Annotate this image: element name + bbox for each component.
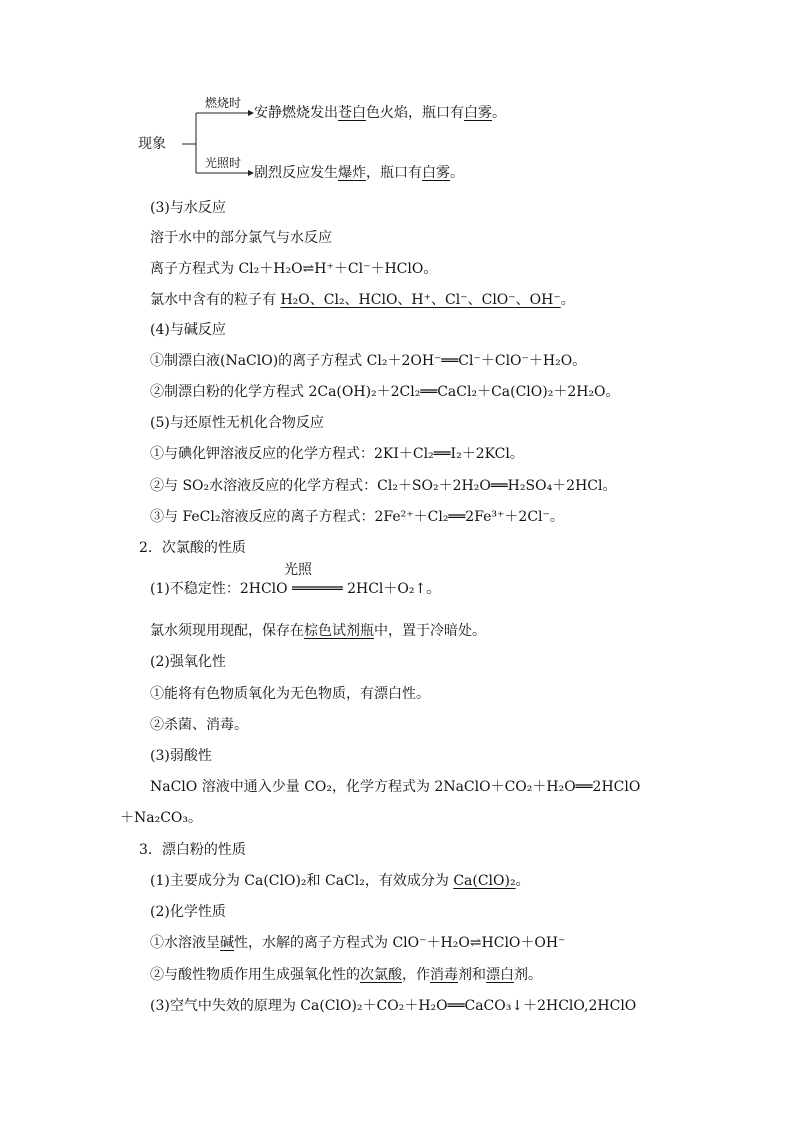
- equation-line: NaClO 溶液中通入少量 CO₂，化学方程式为 2NaClO＋CO₂＋H₂O══2HClO: [150, 779, 641, 795]
- heading-reducing-reaction: (5)与还原性无机化合物反应: [150, 415, 324, 431]
- text-line: 氯水须现用现配，保存在棕色试剂瓶中，置于冷暗处。: [150, 623, 486, 639]
- heading-chemical-properties: (2)化学性质: [150, 904, 226, 920]
- text-line: 溶于水中的部分氯气与水反应: [150, 230, 332, 246]
- equation-line: ①水溶液呈碱性，水解的离子方程式为 ClO⁻＋H₂O⇌HClO＋OH⁻: [150, 935, 566, 951]
- equation-line: ③与 FeCl₂溶液反应的离子方程式：2Fe²⁺＋Cl₂══2Fe³⁺＋2Cl⁻。: [150, 509, 564, 525]
- heading-base-reaction: (4)与碱反应: [150, 322, 226, 338]
- text-line: ①能将有色物质氧化为无色物质，有漂白性。: [150, 686, 430, 702]
- equation-line: (3)空气中失效的原理为 Ca(ClO)₂＋CO₂＋H₂O══CaCO₃↓＋2HClO,2HClO: [150, 998, 637, 1014]
- equation-line: ①与碘化钾溶液反应的化学方程式：2KI＋Cl₂══I₂＋2KCl。: [150, 446, 524, 462]
- heading-water-reaction: (3)与水反应: [150, 200, 226, 216]
- section-heading: 3．漂白粉的性质: [139, 842, 246, 858]
- section-heading: 2．次氯酸的性质: [139, 540, 246, 556]
- equation-line: ②与 SO₂水溶液反应的化学方程式：Cl₂＋SO₂＋2H₂O══H₂SO₄＋2HCl。: [150, 478, 617, 494]
- reaction-condition: 光照: [284, 562, 312, 578]
- equation-line: ②制漂白粉的化学方程式 2Ca(OH)₂＋2Cl₂══CaCl₂＋Ca(ClO)₂＋2H₂O。: [150, 384, 620, 400]
- top-result: 安静燃烧发出苍白色火焰，瓶口有白雾。: [254, 105, 506, 121]
- equation-line: ①制漂白液(NaClO)的离子方程式 Cl₂＋2OH⁻══Cl⁻＋ClO⁻＋H₂O。: [150, 353, 587, 369]
- equation-line: 离子方程式为 Cl₂＋H₂O⇌H⁺＋Cl⁻＋HClO。: [150, 261, 438, 277]
- text-line: ②与酸性物质作用生成强氧化性的次氯酸，作消毒剂和漂白剂。: [150, 967, 542, 983]
- equation-line: (1)不稳定性：2HClO ══════ 2HCl＋O₂↑。: [150, 581, 441, 597]
- bottom-condition: 光照时: [205, 156, 242, 170]
- equation-continuation: ＋Na₂CO₃。: [120, 810, 203, 826]
- bottom-result: 剧烈反应发生爆炸，瓶口有白雾。: [254, 165, 464, 181]
- text-line: (1)主要成分为 Ca(ClO)₂和 CaCl₂，有效成分为 Ca(ClO)₂。: [150, 873, 530, 889]
- top-condition: 燃烧时: [205, 96, 242, 110]
- heading-weak-acid: (3)弱酸性: [150, 748, 212, 764]
- diagram-root: 现象: [138, 136, 166, 152]
- text-line: ②杀菌、消毒。: [150, 717, 248, 733]
- heading-oxidizing: (2)强氧化性: [150, 654, 226, 670]
- text-line: 氯水中含有的粒子有 H₂O、Cl₂、HClO、H⁺、Cl⁻、ClO⁻、OH⁻。: [150, 292, 575, 308]
